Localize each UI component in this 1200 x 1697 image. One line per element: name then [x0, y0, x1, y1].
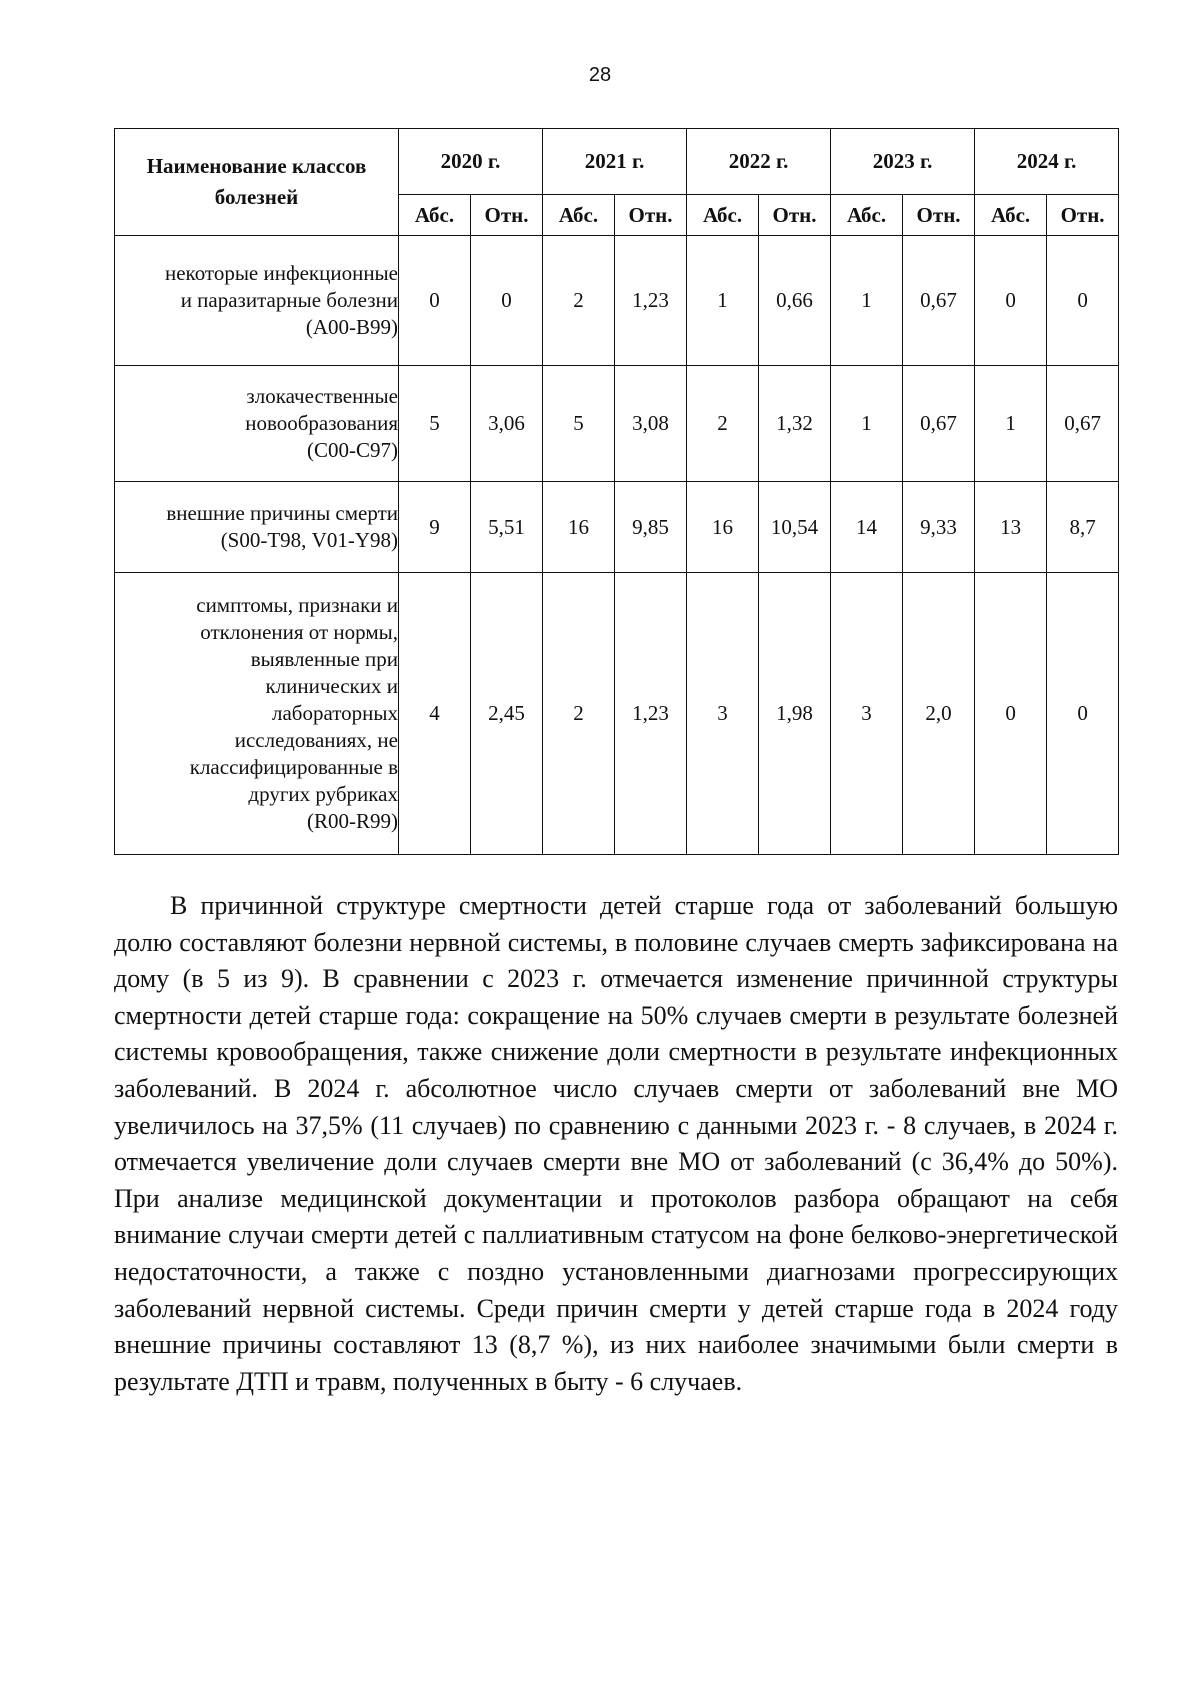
- value-cell: 3: [831, 573, 903, 855]
- header-abs: Абс.: [399, 195, 471, 236]
- header-row-years: [115, 129, 1119, 195]
- table-row: [115, 236, 1119, 366]
- value-cell: 1: [831, 366, 903, 482]
- page-number: 28: [588, 64, 612, 86]
- mortality-table: [114, 128, 1119, 855]
- value-cell: 0,67: [1047, 366, 1119, 482]
- value-cell: 9,33: [903, 482, 975, 573]
- value-cell: 2,45: [471, 573, 543, 855]
- header-abs: Абс.: [543, 195, 615, 236]
- disease-class-name: некоторые инфекционные и паразитарные болезни (А00-В99): [115, 236, 399, 366]
- value-cell: 5: [543, 366, 615, 482]
- value-cell: 5,51: [471, 482, 543, 573]
- value-cell: 3,06: [471, 366, 543, 482]
- value-cell: 0,67: [903, 366, 975, 482]
- value-cell: 1,98: [759, 573, 831, 855]
- value-cell: 2: [543, 236, 615, 366]
- value-cell: 14: [831, 482, 903, 573]
- value-cell: 8,7: [1047, 482, 1119, 573]
- value-cell: 10,54: [759, 482, 831, 573]
- value-cell: 9: [399, 482, 471, 573]
- table-row: [115, 482, 1119, 573]
- disease-class-name: внешние причины смерти (S00-Т98, V01-Y98): [115, 482, 399, 573]
- value-cell: 0: [975, 236, 1047, 366]
- value-cell: 16: [543, 482, 615, 573]
- value-cell: 1: [831, 236, 903, 366]
- value-cell: 0: [975, 573, 1047, 855]
- value-cell: 9,85: [615, 482, 687, 573]
- header-abs: Абс.: [975, 195, 1047, 236]
- disease-class-name: злокачественные новообразования (С00-С97): [115, 366, 399, 482]
- value-cell: 0,66: [759, 236, 831, 366]
- disease-class-name: симптомы, признаки и отклонения от нормы, выявленные при клинических и лабораторных исследованиях, не классифицированные в других рубриках (R00-R99): [115, 573, 399, 855]
- value-cell: 3,08: [615, 366, 687, 482]
- header-disease-class: Наименование классов болезней: [115, 129, 399, 236]
- value-cell: 5: [399, 366, 471, 482]
- value-cell: 2,0: [903, 573, 975, 855]
- value-cell: 1,32: [759, 366, 831, 482]
- value-cell: 13: [975, 482, 1047, 573]
- header-year-2022: 2022 г.: [687, 129, 831, 195]
- header-year-2023: 2023 г.: [831, 129, 975, 195]
- header-rel: Отн.: [903, 195, 975, 236]
- header-year-2024: 2024 г.: [975, 129, 1119, 195]
- value-cell: 16: [687, 482, 759, 573]
- value-cell: 2: [687, 366, 759, 482]
- value-cell: 1,23: [615, 573, 687, 855]
- value-cell: 0: [1047, 573, 1119, 855]
- table-row: [115, 366, 1119, 482]
- body-paragraph: В причинной структуре смертности детей старше года от заболеваний большую долю составляют болезни нервной системы, в половине случаев смерть зафиксирована на дому (в 5 из 9). В сравнении с 2023 г. отмечается изменение причинной структуры смертности детей старше года: сокращение на 50% случаев смерти в результате болезней системы кровообращения, также снижение доли смертности в результате инфекционных заболеваний. В 2024 г. абсолютное число случаев смерти от заболеваний вне МО увеличилось на 37,5% (11 случаев) по сравнению с данными 2023 г. - 8 случаев, в 2024 г. отмечается увеличение доли случаев смерти вне МО от заболеваний (с 36,4% до 50%). При анализе медицинской документации и протоколов разбора обращают на себя внимание случаи смерти детей с паллиативным статусом на фоне белково-энергетической недостаточности, а также с поздно установленными диагнозами прогрессирующих заболеваний нервной системы. Среди причин смерти у детей старше года в 2024 году внешние причины составляют 13 (8,7 %), из них наиболее значимыми были смерти в результате ДТП и травм, полученных в быту - 6 случаев.: [114, 891, 1118, 1396]
- value-cell: 1,23: [615, 236, 687, 366]
- table-row: [115, 573, 1119, 855]
- value-cell: 2: [543, 573, 615, 855]
- value-cell: 0: [471, 236, 543, 366]
- header-abs: Абс.: [831, 195, 903, 236]
- header-rel: Отн.: [615, 195, 687, 236]
- value-cell: 1: [975, 366, 1047, 482]
- value-cell: 3: [687, 573, 759, 855]
- value-cell: 0,67: [903, 236, 975, 366]
- value-cell: 1: [687, 236, 759, 366]
- header-abs: Абс.: [687, 195, 759, 236]
- header-rel: Отн.: [759, 195, 831, 236]
- value-cell: 0: [399, 236, 471, 366]
- header-rel: Отн.: [1047, 195, 1119, 236]
- header-rel: Отн.: [471, 195, 543, 236]
- value-cell: 0: [1047, 236, 1119, 366]
- value-cell: 4: [399, 573, 471, 855]
- header-year-2020: 2020 г.: [399, 129, 543, 195]
- header-year-2021: 2021 г.: [543, 129, 687, 195]
